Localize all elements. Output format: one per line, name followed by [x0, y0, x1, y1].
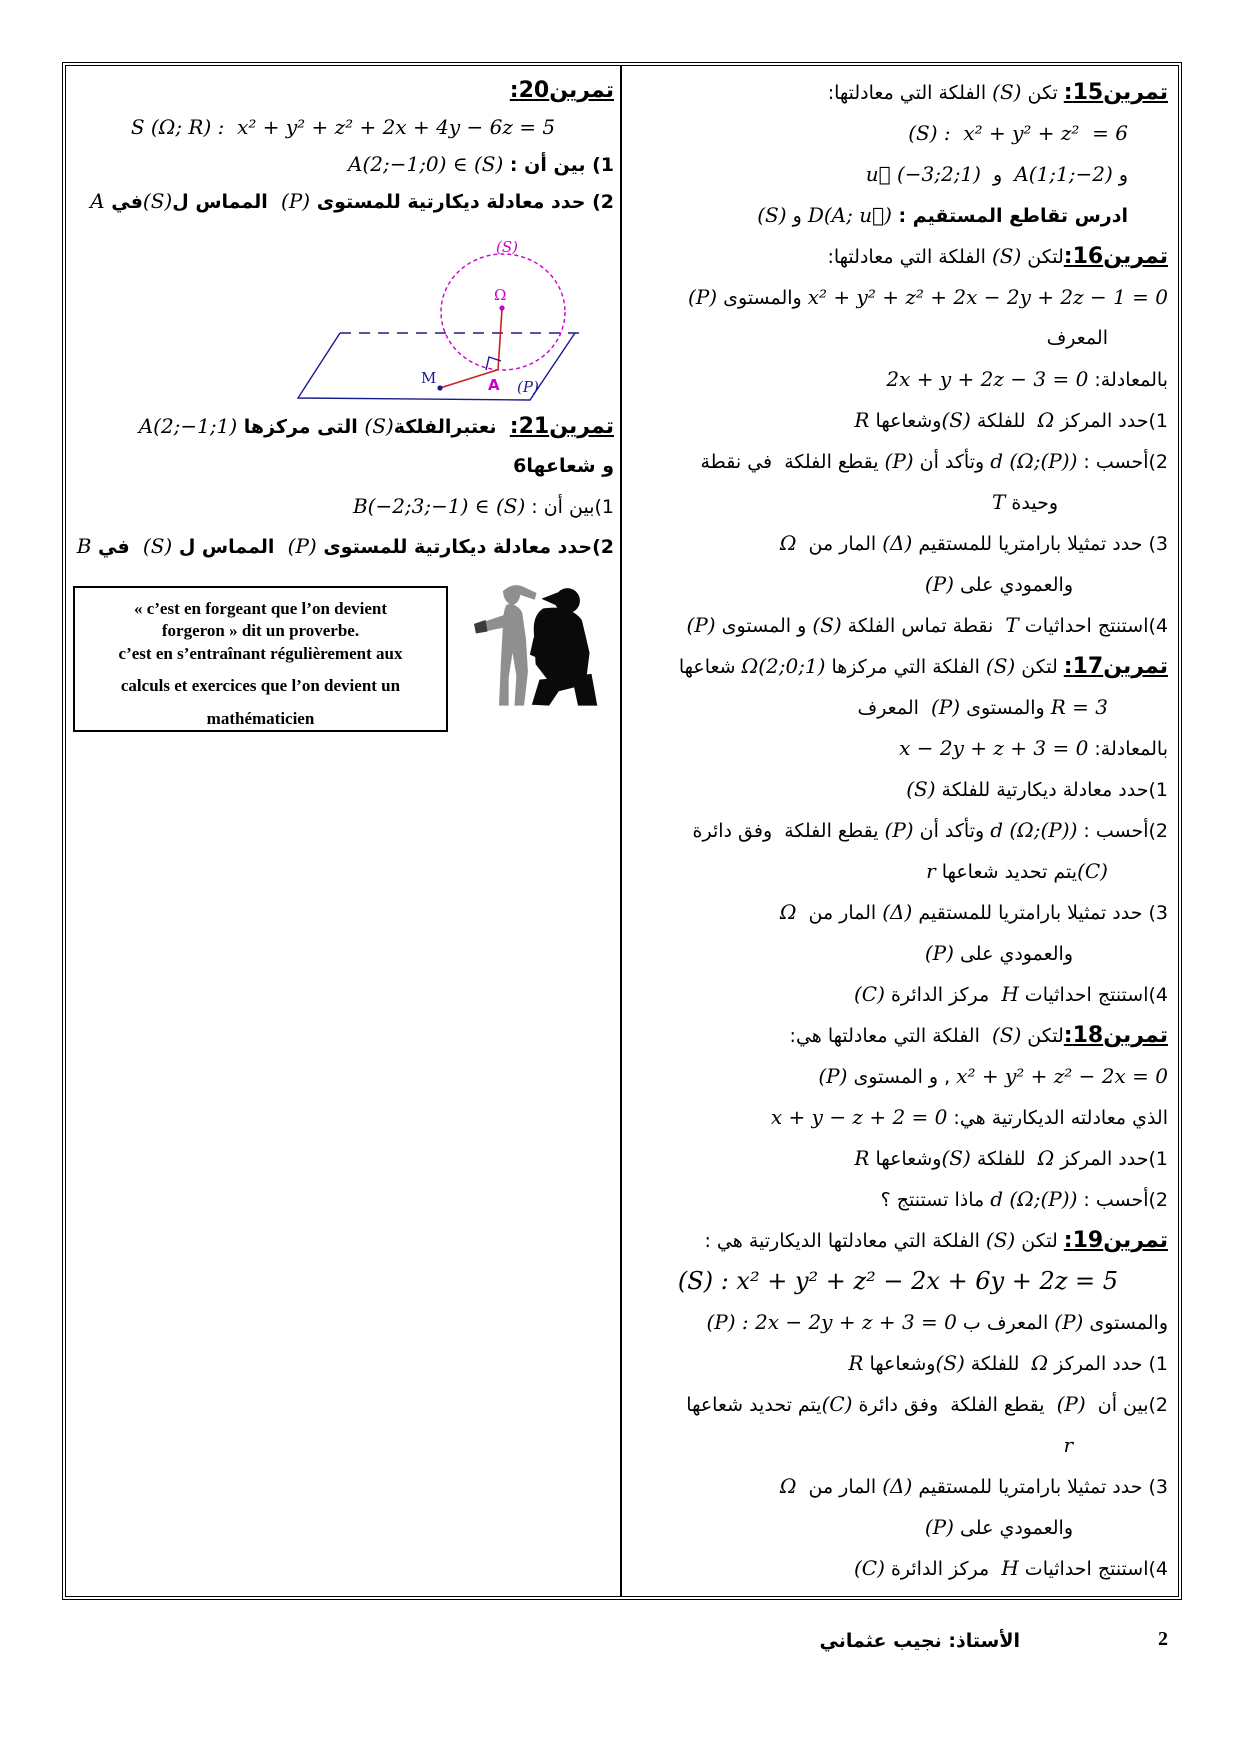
arabic-text: المماس ل	[172, 536, 288, 558]
math-text: (P)	[924, 1515, 954, 1539]
quote-line: mathématicien	[206, 708, 315, 728]
text-line	[628, 359, 1168, 400]
left-column	[66, 66, 620, 1596]
arabic-text: يقطع الفلكة وفق دائرة	[692, 820, 885, 842]
text-line	[628, 605, 1168, 646]
sphere-label: (S)	[496, 238, 518, 256]
math-text: R	[854, 1146, 870, 1170]
quote-line: c’est en s’entraînant régulièrement aux	[118, 643, 403, 663]
math-text: Ω	[1037, 408, 1055, 432]
arabic-text: وتأكد أن	[913, 451, 991, 473]
arabic-text: مركز الدائرة	[884, 984, 1002, 1006]
math-text: (P)	[1056, 1392, 1086, 1416]
math-text: (P)	[884, 449, 914, 473]
text-line	[628, 482, 1168, 523]
text-line	[628, 1548, 1168, 1589]
arabic-text: المعرف ب	[956, 1312, 1055, 1334]
arabic-text: 2) حدد معادلة ديكارتية للمستوى	[310, 191, 614, 213]
arabic-text: لتكن	[1021, 1025, 1064, 1047]
exercise-title-text: تمرين18:	[1063, 1023, 1168, 1048]
arabic-text: 1) بين أن :	[503, 154, 614, 176]
arabic-text: المعرف	[857, 697, 931, 719]
arabic-text: للفلكة	[970, 410, 1038, 432]
exercise-16-title	[628, 236, 1168, 277]
exercise-15-title	[628, 72, 1168, 113]
math-text: A(2;−1;1)	[138, 414, 238, 438]
arabic-text: , و المستوى	[847, 1066, 957, 1088]
arabic-text: للفلكة	[964, 1353, 1032, 1375]
math-text: Ω	[779, 1474, 797, 1498]
text-line	[72, 446, 614, 486]
text-line	[72, 109, 614, 146]
arabic-text: المعرف	[1046, 327, 1108, 349]
math-text: (P)	[1054, 1310, 1084, 1334]
math-text: (C)	[1077, 859, 1108, 883]
text-line	[72, 146, 614, 183]
a-point-label: A	[488, 376, 500, 394]
text-line	[628, 1261, 1168, 1302]
arabic-text: والمستوى	[1083, 1312, 1168, 1334]
exercise-20-title	[72, 72, 614, 109]
arabic-text: المماس ل	[172, 191, 282, 213]
math-text: d (Ω;(P))	[990, 449, 1078, 473]
math-text: T	[1005, 613, 1019, 637]
math-text: Ω	[1037, 1146, 1055, 1170]
math-text: 2x + y + 2z − 3 = 0	[886, 367, 1089, 391]
arabic-text: 3) حدد تمثيلا بارامتريا للمستقيم	[912, 533, 1168, 555]
arabic-text: والعمودي على	[953, 574, 1073, 596]
math-text: (P) : 2x − 2y + z + 3 = 0	[706, 1310, 957, 1334]
math-text: R = 3	[1050, 695, 1108, 719]
text-line	[72, 526, 614, 566]
arabic-text: 4)استنتج احداثيات	[1018, 615, 1168, 637]
text-line	[628, 974, 1168, 1015]
arabic-text: 2)أحسب :	[1077, 1189, 1168, 1211]
arabic-text: 2)بين أن	[1085, 1394, 1168, 1416]
math-text: (C)	[821, 1392, 853, 1416]
math-text: (S)	[991, 244, 1022, 268]
math-text: T	[992, 490, 1006, 514]
arabic-text: 1)حدد معادلة ديكارتية للفلكة	[935, 779, 1168, 801]
quote-row	[73, 586, 614, 732]
math-text: A(2;−1;0) ∈ (S)	[348, 152, 504, 176]
math-text: (P)	[818, 1064, 848, 1088]
math-text: Ω	[779, 531, 797, 555]
arabic-text: الفلكة التي معادلتها:	[827, 246, 992, 268]
page-frame	[62, 62, 1182, 1600]
math-text: (S)	[985, 654, 1016, 678]
sphere-circle	[441, 254, 565, 370]
math-text: x² + y² + z² + 2x − 2y + 2z − 1 = 0	[807, 285, 1168, 309]
text-line	[628, 523, 1168, 564]
quote-line: « c’est en forgeant que l’on devient	[133, 599, 388, 618]
math-text: A(1;1;−2)	[1014, 162, 1113, 186]
arabic-text: 1)بين أن :	[525, 496, 614, 518]
text-line	[628, 810, 1168, 851]
arabic-text: شعاعها	[678, 656, 742, 678]
text-line	[628, 1179, 1168, 1220]
m-point	[437, 385, 442, 390]
text-line	[628, 933, 1168, 974]
arabic-text: يقطع الفلكة في نقطة	[700, 451, 885, 473]
exercise-20	[72, 72, 614, 220]
math-text: (P)	[884, 818, 914, 842]
arabic-text: تكن	[1021, 82, 1064, 104]
text-line	[628, 441, 1168, 482]
text-line	[628, 400, 1168, 441]
arabic-text: يتم تحديد شعاعها	[935, 861, 1078, 883]
text-line	[628, 892, 1168, 933]
arabic-text: بالمعادلة:	[1088, 738, 1168, 760]
arabic-text: الفلكة التي مركزها	[825, 656, 986, 678]
exercise-title-text: تمرين17:	[1063, 654, 1168, 679]
text-line	[628, 1343, 1168, 1384]
text-line	[628, 769, 1168, 810]
arabic-text: 1) حدد المركز	[1048, 1353, 1168, 1375]
math-text: (P)	[924, 572, 954, 596]
math-text: x + y − z + 2 = 0	[770, 1105, 948, 1129]
arabic-text: لتكن	[1015, 656, 1064, 678]
arabic-text: و شعاعها6	[513, 455, 614, 477]
math-text: (Δ)	[882, 531, 913, 555]
arabic-text: الفلكة التي معادلتها:	[827, 82, 993, 104]
math-text: (S)	[991, 1023, 1022, 1047]
arabic-text: و المستوى	[715, 615, 813, 637]
text-line	[628, 154, 1168, 195]
arabic-text: نعتبرالفلكة	[393, 416, 510, 438]
arabic-text: 2)أحسب :	[1077, 451, 1168, 473]
quote-line: forgeron » dit un proverbe.	[161, 621, 360, 641]
arabic-text: والمستوى	[960, 697, 1051, 719]
math-text: (S) : x² + y² + z² = 6	[908, 121, 1128, 145]
math-text: Ω	[779, 900, 797, 924]
math-text: (C)	[853, 1556, 885, 1580]
math-text: (S)	[142, 534, 173, 558]
text-line	[628, 564, 1168, 605]
arabic-text: المار من	[796, 1476, 883, 1498]
text-line	[628, 1507, 1168, 1548]
text-line	[628, 728, 1168, 769]
math-text: (S)	[935, 1351, 965, 1375]
arabic-text: 3) حدد تمثيلا بارامتريا للمستقيم	[912, 1476, 1168, 1498]
arabic-text: يقطع الفلكة وفق دائرة	[852, 1394, 1057, 1416]
arabic-text: وتأكد أن	[913, 820, 991, 842]
arabic-text: 2)أحسب :	[1077, 820, 1168, 842]
arabic-text: 3) حدد تمثيلا بارامتريا للمستقيم	[912, 902, 1168, 924]
arabic-text: 1)حدد المركز	[1054, 1148, 1168, 1170]
math-text: (S)	[364, 414, 394, 438]
text-line	[628, 277, 1168, 318]
math-text: B	[76, 534, 92, 558]
math-text: (S) : x² + y² + z² − 2x + 6y + 2z = 5	[677, 1267, 1119, 1295]
arabic-text: ماذا تستنتج ؟	[880, 1189, 991, 1211]
arabic-text: لتكن	[1015, 1230, 1064, 1252]
exercise-17-title	[628, 646, 1168, 687]
arabic-text: وشعاعها	[863, 1353, 936, 1375]
math-text: (Δ)	[882, 900, 913, 924]
arabic-text: الفلكة التي معادلتها هي:	[789, 1025, 992, 1047]
math-text: B(−2;3;−1) ∈ (S)	[352, 494, 526, 518]
plane-label: (P)	[517, 378, 539, 396]
math-text: R	[854, 408, 870, 432]
arabic-text: المار من	[796, 533, 883, 555]
text-line	[628, 851, 1168, 892]
math-text: (S)	[941, 1146, 971, 1170]
arabic-text: والمستوى	[717, 287, 808, 309]
sphere-tangent-plane-figure	[293, 232, 593, 410]
text-line	[628, 113, 1168, 154]
arabic-text: وشعاعها	[869, 1148, 942, 1170]
exercise-title-text: تمرين19:	[1063, 1228, 1168, 1253]
text-line	[628, 1425, 1168, 1466]
arabic-text: 4)استنتج احداثيات	[1018, 984, 1168, 1006]
math-text: (S)	[757, 203, 787, 227]
arabic-text: الذي معادلته الديكارتية هي:	[947, 1107, 1168, 1129]
arabic-text: 2)حدد معادلة ديكارتية للمستوى	[316, 536, 614, 558]
arabic-text: في	[104, 191, 143, 213]
math-text: (P)	[924, 941, 954, 965]
math-text: R	[848, 1351, 864, 1375]
arabic-text: نقطة تماس الفلكة	[841, 615, 1006, 637]
quote-box	[73, 586, 448, 732]
arabic-text: الفلكة التي معادلتها الديكارتية هي :	[704, 1230, 986, 1252]
math-text: (P)	[930, 695, 961, 719]
quote-line: calculs et exercices que l’on devient un	[120, 676, 401, 696]
math-text: Ω(2;0;1)	[741, 654, 826, 678]
math-text: D(A; u⃗)	[807, 203, 892, 227]
exercise-title-text: تمرين21:	[509, 414, 614, 439]
arabic-text: وحيدة	[1005, 492, 1058, 514]
math-text: (S)	[992, 80, 1022, 104]
math-text: H	[1001, 1556, 1019, 1580]
math-text: H	[1001, 982, 1019, 1006]
right-column	[620, 66, 1178, 1596]
math-text: x² + y² + z² − 2x = 0	[956, 1064, 1168, 1088]
exercise-21	[72, 406, 614, 566]
arabic-text: بالمعادلة:	[1088, 369, 1168, 391]
math-text: (S)	[906, 777, 936, 801]
text-line	[628, 318, 1168, 359]
math-text: (P)	[287, 534, 317, 558]
text-line	[72, 486, 614, 526]
footer-teacher-name: الأستاذ: نجيب عثماني	[819, 1630, 1020, 1652]
arabic-text: والعمودي على	[953, 1517, 1073, 1539]
text-line	[628, 1097, 1168, 1138]
arabic-text: لتكن	[1021, 246, 1064, 268]
arabic-text: التى مركزها	[237, 416, 365, 438]
math-text: (P)	[686, 613, 716, 637]
math-text: S (Ω; R) : x² + y² + z² + 2x + 4y − 6z = 5	[130, 115, 556, 139]
math-text: (S)	[941, 408, 971, 432]
text-line	[628, 1302, 1168, 1343]
math-text: Ω	[1031, 1351, 1049, 1375]
math-text: r	[926, 859, 936, 883]
math-text: (S)	[985, 1228, 1016, 1252]
text-line	[72, 183, 614, 220]
exercise-18-title	[628, 1015, 1168, 1056]
arabic-text: مركز الدائرة	[884, 1558, 1002, 1580]
arabic-text: ادرس تقاطع المستقيم :	[891, 205, 1128, 227]
math-text: (S)	[812, 613, 842, 637]
arabic-text: 4)استنتج احداثيات	[1018, 1558, 1168, 1580]
exercise-title-text: تمرين16:	[1063, 244, 1168, 269]
text-line	[628, 1138, 1168, 1179]
math-text: (S)	[142, 189, 173, 213]
text-line	[628, 195, 1168, 236]
math-text: r	[1063, 1433, 1073, 1457]
arabic-text: وشعاعها	[869, 410, 942, 432]
math-text: d (Ω;(P))	[990, 1187, 1078, 1211]
arabic-text: و	[1112, 164, 1128, 186]
exercise-19-title	[628, 1220, 1168, 1261]
text-line	[628, 1056, 1168, 1097]
text-line	[628, 1384, 1168, 1425]
arabic-text: المار من	[796, 902, 883, 924]
math-text: u⃗ (−3;2;1)	[865, 162, 981, 186]
math-text: d (Ω;(P))	[990, 818, 1078, 842]
m-point-label: M	[421, 369, 437, 387]
arabic-text: والعمودي على	[953, 943, 1073, 965]
exercise-title-text: تمرين20:	[509, 78, 614, 103]
math-text: (P)	[281, 189, 311, 213]
arabic-text: و	[980, 164, 1015, 186]
exercise-21-title	[72, 406, 614, 446]
arabic-text: في	[91, 536, 143, 558]
text-line	[628, 687, 1168, 728]
text-line	[628, 1466, 1168, 1507]
footer-page-number: 2	[1158, 1628, 1168, 1650]
math-text: (P)	[688, 285, 718, 309]
math-text: (C)	[853, 982, 885, 1006]
arabic-text: و	[786, 205, 808, 227]
exercise-title-text: تمرين15:	[1063, 80, 1168, 105]
math-text: A	[90, 189, 105, 213]
arabic-text: يتم تحديد شعاعها	[686, 1394, 822, 1416]
arabic-text: 1)حدد المركز	[1054, 410, 1168, 432]
pointing-silhouette-image	[474, 582, 604, 708]
center-point	[499, 305, 504, 310]
math-text: x − 2y + z + 3 = 0	[899, 736, 1089, 760]
arabic-text: للفلكة	[970, 1148, 1038, 1170]
center-label: Ω	[494, 286, 507, 304]
math-text: (Δ)	[882, 1474, 913, 1498]
